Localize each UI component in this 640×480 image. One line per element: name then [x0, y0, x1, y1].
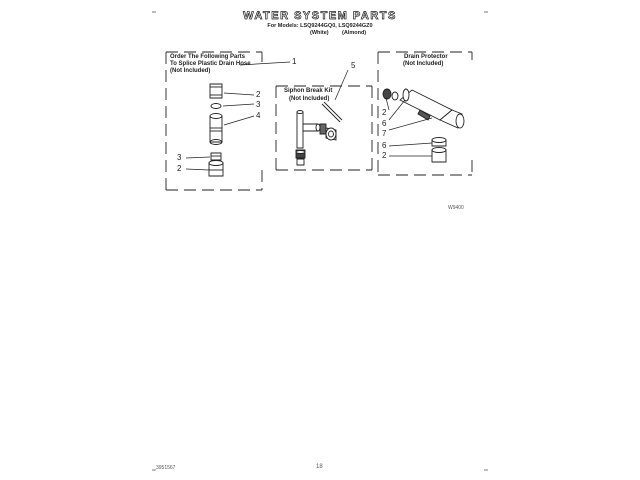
- variant-white: (White): [310, 30, 329, 36]
- middle-leader-lines: [335, 70, 348, 100]
- left-leader-lines: [186, 62, 290, 170]
- middle-panel-caption-2: (Not Included): [289, 96, 330, 102]
- callout-2-right-bottom: 2: [382, 151, 387, 160]
- right-panel-caption-2: (Not Included): [403, 61, 444, 67]
- crop-marks: [152, 12, 488, 470]
- part-number: 3951567: [156, 465, 176, 471]
- variant-almond: (Almond): [342, 30, 367, 36]
- callout-3-left-bottom: 3: [177, 153, 182, 162]
- page-title: WATER SYSTEM PARTS: [243, 10, 397, 22]
- callout-2-right-top: 2: [382, 108, 387, 117]
- middle-panel-caption-1: Siphon Break Kit: [284, 88, 333, 94]
- diagram-code: W9400: [448, 205, 464, 211]
- right-panel-caption-1: Drain Protector: [404, 54, 448, 60]
- model-numbers: For Models: LSQ9244GQ0, LSQ9244GZ0: [267, 23, 373, 29]
- callout-1: 1: [292, 57, 297, 66]
- middle-panel-parts: [296, 102, 342, 165]
- callout-5: 5: [351, 61, 356, 70]
- right-panel-parts: [383, 89, 464, 162]
- callout-6-right-bottom: 6: [382, 141, 387, 150]
- page-number: 18: [316, 464, 323, 470]
- callout-2-left-bottom: 2: [177, 164, 182, 173]
- left-panel-caption-2: To Splice Plastic Drain Hose: [170, 61, 251, 67]
- callout-4: 4: [256, 111, 261, 120]
- left-panel-caption-1: Order The Following Parts: [170, 54, 246, 60]
- callout-2-left-top: 2: [256, 90, 261, 99]
- callout-6-right-top: 6: [382, 119, 387, 128]
- callout-3-left-top: 3: [256, 100, 261, 109]
- left-panel-caption-3: (Not Included): [170, 68, 211, 74]
- callout-7: 7: [382, 129, 387, 138]
- left-panel-parts: [209, 84, 223, 176]
